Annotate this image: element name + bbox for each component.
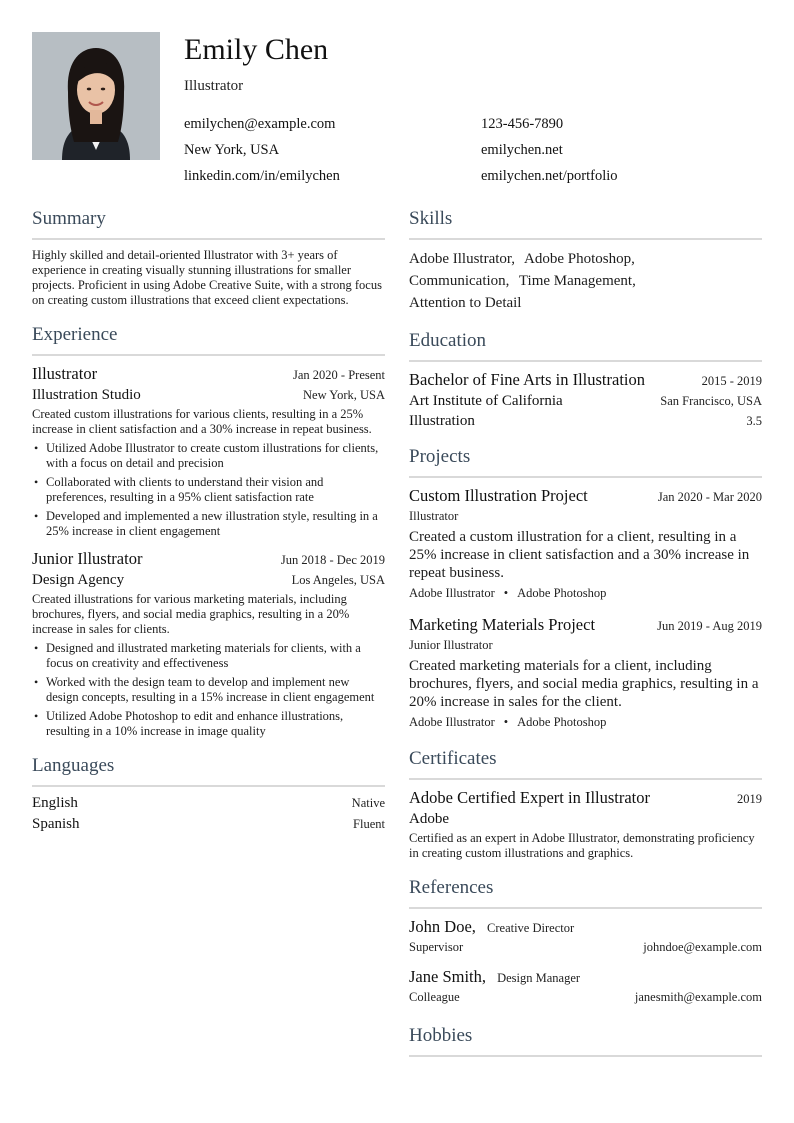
reference-relation: Colleague	[409, 990, 460, 1004]
skills-list	[409, 248, 762, 314]
job-description: Created custom illustrations for various clients, resulting in a 25% increase in client satisfaction and a 30% increase in repeat business.	[32, 407, 372, 436]
candidate-name: Emily Chen	[184, 33, 329, 66]
job-company: Design Agency	[32, 572, 125, 588]
job-bullet: • Utilized Adobe Photoshop to edit and enhance illustrations, resulting in a 10% increase in image quality	[32, 709, 385, 739]
project-tools: Adobe Illustrator • Adobe Photoshop	[409, 715, 607, 729]
left-column	[32, 206, 385, 845]
school-location: San Francisco, USA	[660, 394, 762, 408]
experience-section	[32, 322, 385, 739]
job-company: Illustration Studio	[32, 387, 141, 403]
skill-item: Communication,	[409, 273, 510, 289]
skill-item: Adobe Illustrator,	[409, 251, 516, 267]
certificate-issuer: Adobe	[409, 811, 449, 827]
project-name: Custom Illustration Project	[409, 486, 588, 505]
job-entry	[32, 549, 385, 739]
project-dates: Jun 2019 - Aug 2019	[657, 619, 762, 633]
email-link[interactable]: emilychen@example.com	[184, 116, 336, 132]
profile-photo	[32, 32, 160, 160]
right-column	[409, 206, 762, 1069]
reference-entry	[409, 917, 762, 955]
job-bullet: • Worked with the design team to develop and implement new design concepts, resulting in a 15% increase in client engagement	[32, 675, 385, 705]
project-tool: Adobe Photoshop	[517, 586, 607, 600]
reference-position: Design Manager	[497, 971, 581, 985]
skill-item: Attention to Detail	[409, 295, 522, 311]
reference-name: Jane Smith,	[409, 967, 486, 986]
job-bullet: • Developed and implemented a new illustration style, resulting in a 25% increase in client engagement	[32, 509, 385, 539]
phone-number[interactable]: 123-456-7890	[481, 116, 564, 132]
language-name: Spanish	[32, 816, 80, 832]
experience-heading: Experience	[32, 322, 385, 356]
job-bullets	[32, 641, 385, 739]
project-description: Created marketing materials for a client, including brochures, flyers, and social media graphics, resulting in a 20% increase in sales for the client.	[409, 658, 759, 710]
website-link[interactable]: emilychen.net	[481, 142, 563, 158]
gpa-value: 3.5	[746, 414, 762, 428]
job-bullets	[32, 441, 385, 539]
job-title: Illustrator	[32, 364, 98, 383]
references-heading: References	[409, 875, 762, 909]
school-name: Art Institute of California	[409, 393, 563, 409]
job-location: New York, USA	[303, 388, 385, 402]
job-bullet: • Designed and illustrated marketing materials for clients, with a focus on creativity and effectiveness	[32, 641, 385, 671]
reference-email[interactable]: johndoe@example.com	[643, 940, 762, 954]
field-of-study: Illustration	[409, 413, 475, 429]
skills-section	[409, 206, 762, 314]
reference-entry	[409, 967, 762, 1005]
education-dates: 2015 - 2019	[701, 374, 762, 388]
project-role: Illustrator	[409, 509, 459, 523]
project-entry	[409, 486, 762, 601]
job-bullet: • Collaborated with clients to understand their vision and preferences, resulting in a 95% client satisfaction rate	[32, 475, 385, 505]
job-title: Junior Illustrator	[32, 549, 143, 568]
language-name: English	[32, 795, 78, 811]
linkedin-link[interactable]: linkedin.com/in/emilychen	[184, 168, 340, 184]
hobbies-heading: Hobbies	[409, 1023, 762, 1057]
project-tool: Adobe Illustrator	[409, 715, 495, 729]
project-description: Created a custom illustration for a client, resulting in a 25% increase in client satisfaction and a 30% increase in repeat business.	[409, 529, 750, 581]
reference-position: Creative Director	[487, 921, 575, 935]
education-heading: Education	[409, 328, 762, 362]
summary-heading: Summary	[32, 206, 385, 240]
language-level: Native	[351, 796, 385, 810]
project-tool: Adobe Photoshop	[517, 715, 607, 729]
projects-section	[409, 444, 762, 730]
skill-item: Time Management,	[518, 273, 636, 289]
projects-heading: Projects	[409, 444, 762, 478]
project-entry	[409, 615, 762, 730]
reference-email[interactable]: janesmith@example.com	[634, 990, 762, 1004]
education-section	[409, 328, 762, 430]
job-location: Los Angeles, USA	[291, 573, 385, 587]
project-name: Marketing Materials Project	[409, 615, 596, 634]
language-level: Fluent	[353, 817, 385, 831]
certificate-description: Certified as an expert in Adobe Illustrator, demonstrating proficiency in creating custom illustrations and graphics.	[409, 831, 755, 860]
skills-heading: Skills	[409, 206, 762, 240]
degree-title: Bachelor of Fine Arts in Illustration	[409, 370, 646, 389]
portrait-illustration	[32, 32, 160, 160]
project-tools: Adobe Illustrator • Adobe Photoshop	[409, 586, 607, 600]
languages-section	[32, 753, 385, 833]
languages-heading: Languages	[32, 753, 385, 787]
job-bullet: • Utilized Adobe Illustrator to create custom illustrations for clients, with a focus on detail and precision	[32, 441, 385, 471]
job-dates: Jun 2018 - Dec 2019	[280, 553, 385, 567]
reference-name: John Doe,	[409, 917, 476, 936]
job-description: Created illustrations for various marketing materials, including brochures, flyers, and social media graphics, resulting in a 20% increase in sales for clients.	[32, 592, 350, 636]
project-dates: Jan 2020 - Mar 2020	[657, 490, 762, 504]
project-tool: Adobe Illustrator	[409, 586, 495, 600]
skill-item: Adobe Photoshop,	[523, 251, 635, 267]
candidate-role: Illustrator	[184, 78, 244, 94]
certificates-heading: Certificates	[409, 746, 762, 780]
hobbies-section	[409, 1023, 762, 1057]
portfolio-link[interactable]: emilychen.net/portfolio	[481, 168, 618, 184]
job-entry	[32, 364, 385, 539]
location-text: New York, USA	[184, 142, 280, 158]
certificates-section	[409, 746, 762, 861]
references-section	[409, 875, 762, 1005]
summary-text: Highly skilled and detail-oriented Illustrator with 3+ years of experience in creating visually stunning illustrations for smaller projects. Proficient in using Adobe Creative Suite, with a strong focus on creating custom illustrations that exceed client expectations.	[32, 248, 382, 307]
certificate-year: 2019	[737, 792, 762, 806]
summary-section	[32, 206, 385, 308]
project-role: Junior Illustrator	[409, 638, 493, 652]
certificate-name: Adobe Certified Expert in Illustrator	[409, 788, 651, 807]
job-dates: Jan 2020 - Present	[293, 368, 385, 382]
reference-relation: Supervisor	[409, 940, 464, 954]
